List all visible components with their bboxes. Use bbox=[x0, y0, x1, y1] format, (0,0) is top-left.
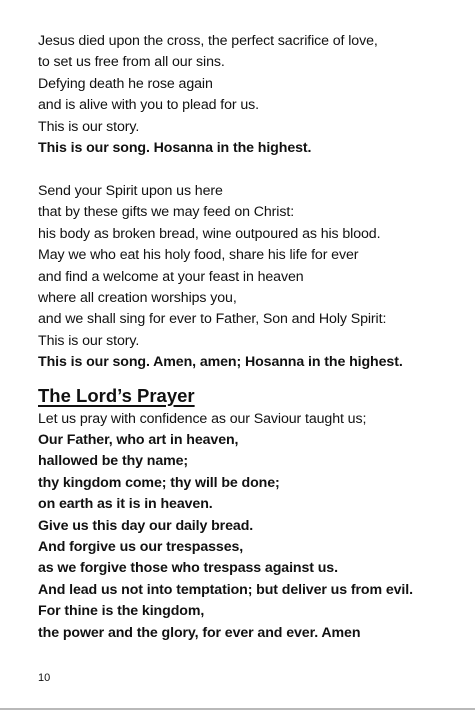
prayer-line: thy kingdom come; thy will be done; bbox=[38, 474, 280, 491]
prayer-line: hallowed be thy name; bbox=[38, 453, 189, 470]
text-line: to set us free from all our sins. bbox=[38, 54, 225, 71]
page-content bbox=[38, 31, 468, 644]
text-line: his body as broken bread, wine outpoured as his blood. bbox=[38, 225, 381, 242]
prayer-intro-line: Let us pray with confidence as our Saviour taught us; bbox=[38, 410, 367, 427]
page-bottom-divider bbox=[0, 708, 475, 710]
stanza-2 bbox=[38, 181, 468, 374]
text-line: that by these gifts we may feed on Christ: bbox=[38, 204, 295, 221]
prayer-line: Our Father, who art in heaven, bbox=[38, 432, 239, 448]
text-line: and we shall sing for ever to Father, Son and Holy Spirit: bbox=[38, 311, 387, 328]
prayer-line: on earth as it is in heaven. bbox=[38, 496, 213, 513]
text-line: This is our story. bbox=[38, 332, 140, 349]
text-line: Send your Spirit upon us here bbox=[38, 182, 223, 199]
section-heading-lords-prayer: The Lord’s Prayer bbox=[38, 384, 195, 406]
text-line: where all creation worships you, bbox=[38, 289, 237, 306]
prayer-line: the power and the glory, for ever and ever. Amen bbox=[38, 624, 361, 641]
text-line: Defying death he rose again bbox=[38, 75, 213, 92]
stanza-spacer bbox=[38, 159, 468, 181]
prayer-line: And forgive us our trespasses, bbox=[38, 539, 244, 556]
response-line: This is our song. Hosanna in the highest. bbox=[38, 140, 312, 157]
lords-prayer-text bbox=[38, 409, 468, 644]
prayer-line: And lead us not into temptation; but deliver us from evil. bbox=[38, 581, 413, 598]
page-number: 10 bbox=[38, 672, 51, 684]
text-line: and is alive with you to plead for us. bbox=[38, 97, 259, 114]
response-line: This is our song. Amen, amen; Hosanna in the highest. bbox=[38, 354, 403, 371]
text-line: and find a welcome at your feast in heaven bbox=[38, 268, 304, 285]
text-line: May we who eat his holy food, share his life for ever bbox=[38, 247, 359, 264]
prayer-line: Give us this day our daily bread. bbox=[38, 517, 254, 534]
stanza-1 bbox=[38, 31, 468, 159]
prayer-line: For thine is the kingdom, bbox=[38, 603, 205, 620]
text-line: This is our story. bbox=[38, 118, 140, 135]
text-line: Jesus died upon the cross, the perfect sacrifice of love, bbox=[38, 33, 378, 49]
prayer-line: as we forgive those who trespass against us. bbox=[38, 560, 338, 577]
